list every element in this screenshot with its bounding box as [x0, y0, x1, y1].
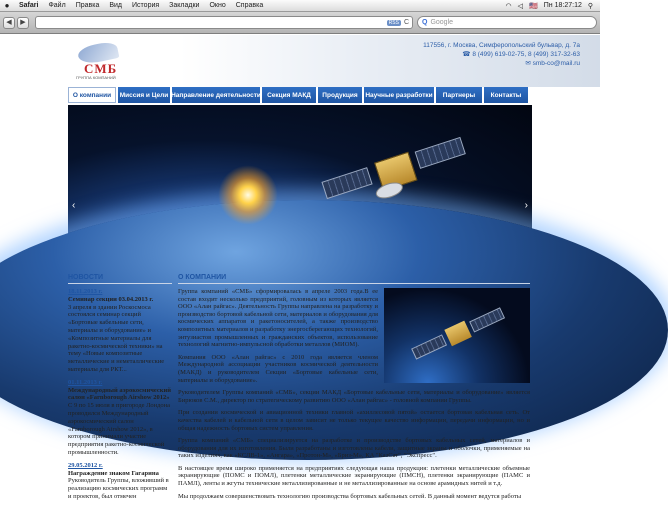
about-paragraph: Группа компаний «СМБ» специализируется на разработке и производстве бортовых кабельных сетей, материалов и оборудования для их изготовления. Были разработаны и изготовлены кабели, защитные экраны и оболочки, применяемые на таких изделиях, как «КСЛВ-1», «Ангара», «Протон-М», «Бриз-М», КА "КазСат", "Экспресс".	[178, 437, 530, 460]
news-date[interactable]: 29.05.2012 г.	[68, 461, 103, 469]
photo-panel-left	[411, 334, 447, 359]
phone-icon: ☎	[462, 51, 473, 58]
back-button[interactable]: ◀	[3, 17, 15, 29]
news-date[interactable]: 18.11.2013 г.	[68, 288, 103, 295]
about-paragraph: Руководителем Группы компаний «СМБ», секции МАКД «Бортовые кабельные сети, материалы и оборудование» является Бирюков С.М., директор по стратегическому развитию ООО «Алан райгас» - головной компании Группы.	[178, 389, 530, 404]
nav-mission[interactable]: Миссия и Цели	[118, 87, 170, 103]
header-email[interactable]: smb-co@mail.ru	[532, 60, 580, 67]
menu-help[interactable]: Справка	[235, 2, 264, 9]
hero-banner	[68, 105, 532, 270]
header-phones: 8 (499) 619-02-75, 8 (499) 317-32-63	[472, 51, 580, 58]
satellite-photo	[384, 288, 530, 383]
apple-icon[interactable]: ●	[4, 1, 10, 10]
menu-file[interactable]: Файл	[48, 2, 66, 9]
banner-next-icon[interactable]: ›	[524, 200, 528, 211]
about-paragraph: При создании космической и авиационной техники главной «ахиллесовой пятой» остается бортовая кабельная сеть. От качества кабелей и кабельной сети в целом зависит не только текущее качество информации, передачи информации, но и общая надежность бортовых систем управления.	[178, 409, 530, 432]
about-paragraph: Компания ООО «Алан райгас» с 2010 года является членом Международной ассоциации участников космической деятельности (МАКД) и руководителем Секции «Бортовые кабельные сети, материалы и оборудование».	[178, 353, 378, 384]
solar-panel-left	[321, 167, 372, 199]
reload-icon[interactable]: C	[403, 19, 409, 26]
about-title: О КОМПАНИИ	[178, 274, 530, 284]
news-title: НОВОСТИ	[68, 274, 172, 284]
site-header	[0, 35, 600, 87]
menu-history[interactable]: История	[132, 2, 160, 9]
browser-toolbar	[0, 12, 600, 34]
photo-panel-right	[469, 307, 505, 332]
nav-about[interactable]: О компании	[68, 87, 116, 103]
web-page	[0, 35, 600, 500]
about-column	[178, 274, 530, 505]
language-flag-icon[interactable]: 🇺🇸	[529, 2, 538, 10]
mail-icon: ✉	[525, 60, 533, 67]
about-paragraph: В настоящее время широко применяется на предприятиях следующая наша продукция: плетенки металлические объемные экранирующие (ПОМС и ПОМЛ), плетенки металлические экранирующие (ПМСН), плетенки экранирующие (ПАМС и ПАМЛ), ленты и жгуты технические металлизированные и не металлизированные на основе арамидных нитей и т.д.	[178, 464, 530, 488]
news-text: 3 апреля в здании Роскосмоса состоялся семинар секций «Бортовые кабельные сети, материалы и оборудование» и «Композитные материалы для ракетно-космической техники» на тему «Новые композитные металлические и неметаллические материалы для РКТ...	[68, 303, 165, 373]
news-column	[68, 274, 172, 506]
nav-activities[interactable]: Направление деятельности	[172, 87, 260, 103]
news-headline[interactable]: Семинар секции 03.04.2013 г.	[68, 295, 154, 303]
banner-prev-icon[interactable]: ‹	[72, 200, 76, 211]
news-headline[interactable]: Награждение знаком Гагарина	[68, 469, 159, 477]
news-item	[68, 379, 172, 457]
solar-panel-right	[415, 137, 466, 169]
about-paragraph: Мы продолжаем совершенствовать технологию производства бортовых кабельных сетей. В данный момент ведутся работы	[178, 492, 522, 500]
nav-products[interactable]: Продукция	[318, 87, 362, 103]
clock[interactable]: Пн 18:27:12	[543, 2, 582, 9]
logo-subtitle: ГРУППА КОМПАНИЙ	[76, 75, 116, 80]
nav-partners[interactable]: Партнеры	[436, 87, 482, 103]
header-address: 117556, г. Москва, Симферопольский бульвар, д. 7а	[423, 42, 580, 49]
forward-button[interactable]: ▶	[17, 17, 29, 29]
about-paragraph: Группа компаний «СМБ» сформировалась в апреле 2003 года.В ее состав входит несколько предприятий, головным из которых является ООО «Алан райгас». Деятельность Группы направлена на разработку и производство бортовой кабельной сети, материалов и оборудования для космических аппаратов и ракетоносителей, а также производство композитных материалов и разработку энергосберегающих технологий, энтузиастов промышленных и гражданских объектов, использование технологий магнитно-импульсной обработки металлов (МИОМ).	[178, 288, 378, 349]
menu-view[interactable]: Вид	[109, 2, 123, 9]
search-field[interactable]	[417, 16, 597, 29]
nav-makd[interactable]: Секция МАКД	[262, 87, 316, 103]
search-placeholder: Google	[430, 19, 454, 26]
news-headline[interactable]: Международный аэрокосмический салон «Farnborough Airshow 2012»	[68, 386, 171, 402]
nav-contacts[interactable]: Контакты	[484, 87, 528, 103]
address-bar[interactable]	[35, 16, 413, 29]
photo-satellite-body	[444, 321, 472, 347]
news-item	[68, 288, 172, 374]
mac-menubar	[0, 0, 600, 12]
about-text	[178, 288, 530, 500]
sun-flare	[218, 165, 278, 225]
satellite-photo-image	[403, 289, 515, 377]
menu-safari[interactable]: Safari	[19, 2, 39, 9]
wifi-icon[interactable]: ◠	[505, 2, 512, 10]
site-logo[interactable]	[70, 42, 126, 82]
nav-research[interactable]: Научные разработки	[364, 87, 434, 103]
volume-icon[interactable]: ◁	[517, 2, 524, 10]
rss-badge[interactable]: RSS	[388, 19, 399, 26]
news-item	[68, 462, 172, 501]
news-text: С 9 по 15 июля в пригороде Лондона проводился Международный аэрокосмический салон «Farnborough Airshow 2012», в котором принимали участие предприятия ракетно-космической промышленности.	[68, 402, 171, 456]
header-contacts	[423, 41, 580, 68]
logo-name: СМБ	[84, 61, 118, 76]
news-date[interactable]: 01.11.2013 г.	[68, 378, 103, 386]
satellite-dish	[374, 179, 405, 201]
menu-edit[interactable]: Правка	[75, 2, 100, 9]
menu-window[interactable]: Окно	[209, 2, 226, 9]
menu-bookmarks[interactable]: Закладки	[169, 2, 200, 9]
spotlight-icon[interactable]: ⚲	[587, 2, 593, 10]
search-engine-icon: Q	[422, 19, 428, 26]
main-nav	[68, 87, 532, 103]
news-text: Руководитель Группы, вложивший в реализацию космических программ и проектов, был отмечен	[68, 477, 169, 500]
